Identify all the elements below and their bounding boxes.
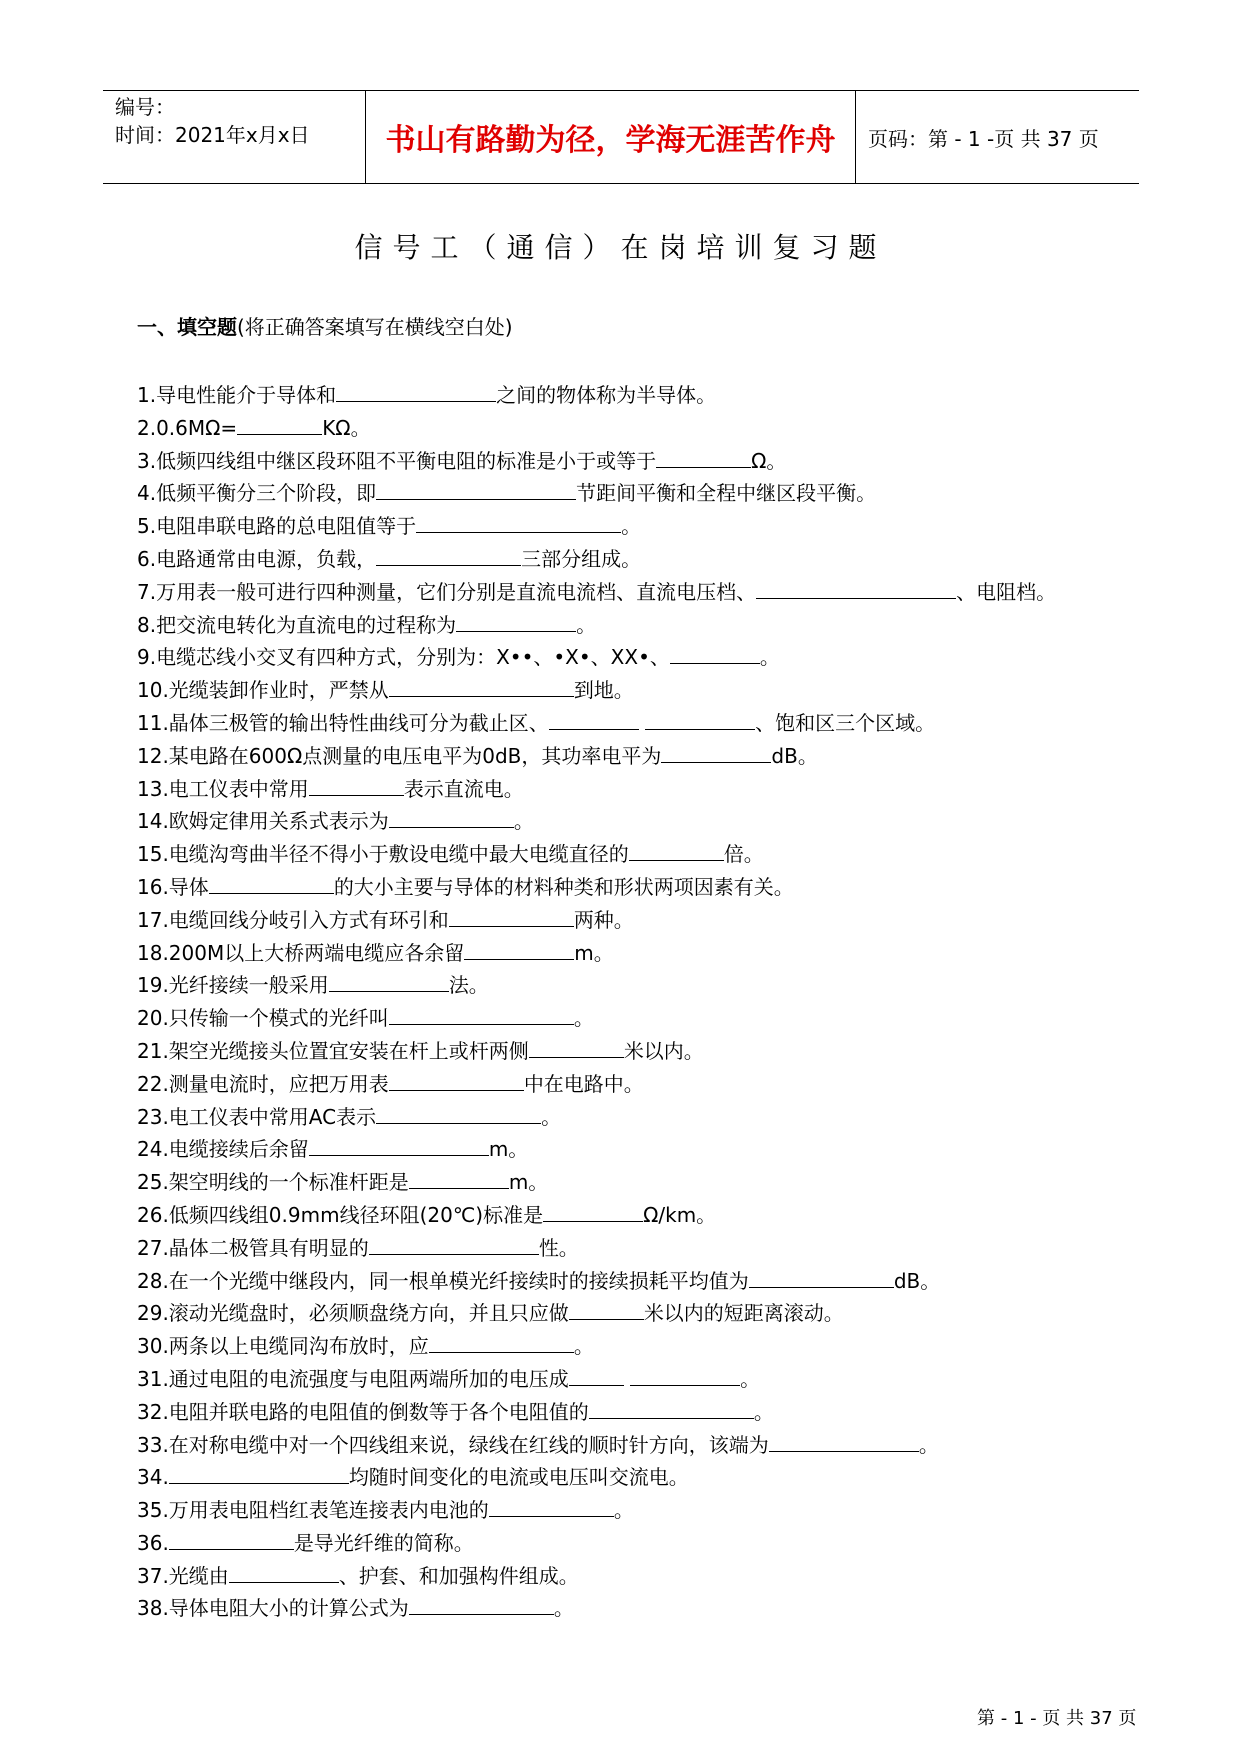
question-text: 法。 [448,973,489,998]
question-item [137,838,1147,871]
question-text: 米以内的短距离滚动。 [643,1301,844,1326]
answer-blank[interactable] [756,576,956,599]
question-text: dB。 [771,743,818,768]
answer-blank[interactable] [336,379,496,402]
answer-blank[interactable] [409,1592,554,1615]
answer-blank[interactable] [376,1101,541,1124]
question-item [137,1002,1147,1035]
question-text: 。 [573,1006,594,1031]
question-item [137,609,1147,642]
code-label: 编号： [115,95,175,119]
question-item [137,740,1147,773]
question-text: 1.导电性能介于导体和 [137,383,337,407]
answer-blank[interactable] [630,1363,740,1386]
question-item [137,510,1147,543]
answer-blank[interactable] [670,641,760,664]
question-text: m。 [488,1137,529,1162]
answer-blank[interactable] [229,1560,339,1583]
page-info: 页码：第 - 1 -页 共 37 页 [868,126,1099,151]
question-item [137,969,1147,1002]
answer-blank[interactable] [389,1068,524,1091]
answer-blank[interactable] [489,1494,614,1517]
answer-blank[interactable] [389,805,514,828]
answer-blank[interactable] [309,773,404,796]
answer-blank[interactable] [369,1232,539,1255]
question-item [137,445,1147,478]
question-text: 6.电路通常由电源，负载， [137,546,377,571]
question-item [137,937,1147,970]
answer-blank[interactable] [389,674,574,697]
question-text: 。 [541,1104,562,1129]
answer-blank[interactable] [656,445,751,468]
question-text: 。 [576,612,597,637]
answer-blank[interactable] [329,969,449,992]
answer-blank[interactable] [449,904,574,927]
question-text: 2.0.6MΩ= [137,415,238,440]
question-item [137,641,1147,674]
question-item [137,674,1147,707]
question-item [137,477,1147,510]
question-text: 22.测量电流时，应把万用表 [137,1071,389,1096]
answer-blank[interactable] [543,1199,643,1222]
question-text: 15.电缆沟弯曲半径不得小于敷设电缆中最大电缆直径的 [137,842,629,867]
question-item [137,1396,1147,1429]
question-text: 9.电缆芯线小交叉有四种方式，分别为：X••、•X•、XX•、 [137,645,670,670]
question-text: 。 [513,809,534,834]
answer-blank[interactable] [169,1461,349,1484]
question-text: 30.两条以上电缆同沟布放时，应 [137,1334,429,1359]
answer-blank[interactable] [769,1429,919,1452]
question-item [137,1068,1147,1101]
motto-text: 书山有路勤为径，学海无涯苦作舟 [385,123,836,158]
question-text: 14.欧姆定律用关系式表示为 [137,809,389,834]
question-item [137,1133,1147,1166]
answer-blank[interactable] [409,1166,509,1189]
question-item [137,1494,1147,1527]
question-text: 米以内。 [623,1038,704,1063]
question-text: 两种。 [573,907,634,932]
question-text: 11.晶体三极管的输出特性曲线可分为截止区、 [137,710,549,735]
question-text: m。 [508,1170,549,1195]
question-text: 35.万用表电阻档红表笔连接表内电池的 [137,1498,489,1523]
answer-blank[interactable] [645,707,755,730]
header-motto-cell [366,91,856,183]
question-text: 、电阻档。 [956,579,1057,604]
question-list [137,379,1147,1625]
question-item [137,1592,1147,1625]
page-footer: 第 - 1 - 页 共 37 页 [977,1708,1137,1729]
question-text: 。 [621,514,642,539]
header-info-cell [103,91,366,183]
question-text: dB。 [893,1268,941,1293]
question-item [137,1527,1147,1560]
question-item [137,1035,1147,1068]
question-text: 倍。 [723,842,764,867]
header-page-cell [856,91,1139,183]
answer-blank[interactable] [629,838,724,861]
question-text: 26.低频四线组0.9mm线径环阻(20℃)标准是 [137,1202,544,1227]
question-item [137,1101,1147,1134]
question-text: 4.低频平衡分三个阶段，即 [137,481,377,506]
question-text: 20.只传输一个模式的光纤叫 [137,1006,389,1031]
section-note: (将正确答案填写在横线空白处) [237,315,513,339]
question-item [137,904,1147,937]
question-text: 8.把交流电转化为直流电的过程称为 [137,612,457,637]
question-item [137,707,1147,740]
question-item [137,1297,1147,1330]
question-text: 31.通过电阻的电流强度与电阻两端所加的电压成 [137,1366,569,1391]
question-item [137,1232,1147,1265]
question-text: 13.电工仪表中常用 [137,776,309,801]
question-item [137,412,1147,445]
question-text: 32.电阻并联电路的电阻值的倒数等于各个电阻值的 [137,1399,589,1424]
question-item [137,1363,1147,1396]
question-text: 。 [613,1498,634,1523]
answer-blank[interactable] [416,510,621,533]
question-text: 17.电缆回线分岐引入方式有环引和 [137,907,449,932]
question-text: 12.某电路在600Ω点测量的电压电平为0dB，其功率电平为 [137,743,662,768]
question-text: 、饱和区三个区域。 [755,710,936,735]
question-item [137,871,1147,904]
question-text: 38.导体电阻大小的计算公式为 [137,1596,409,1621]
answer-blank[interactable] [549,707,639,730]
question-text: 。 [553,1596,574,1621]
question-text: 18.200M以上大桥两端电缆应各余留 [137,940,465,965]
question-text: 5.电阻串联电路的总电阻值等于 [137,514,417,539]
question-text: 节距间平衡和全程中继区段平衡。 [576,481,877,506]
question-text: Ω/km。 [643,1202,717,1227]
question-text: 、护套、和加强构件组成。 [338,1563,579,1588]
question-item [137,1199,1147,1232]
question-text: 16.导体 [137,874,209,899]
question-text: 。 [918,1432,939,1457]
question-text: 27.晶体二极管具有明显的 [137,1235,369,1260]
question-text: 25.架空明线的一个标准杆距是 [137,1170,409,1195]
question-item [137,379,1147,412]
question-item [137,543,1147,576]
question-item [137,773,1147,806]
question-text: 。 [740,1366,761,1391]
answer-blank[interactable] [464,937,574,960]
answer-blank[interactable] [209,871,334,894]
question-text: 。 [759,645,780,670]
question-text: 3.低频四线组中继区段环阻不平衡电阻的标准是小于或等于 [137,448,657,473]
question-text: 。 [573,1334,594,1359]
time-label: 时间：2021年x月x日 [115,123,310,147]
question-text: 均随时间变化的电流或电压叫交流电。 [348,1465,689,1490]
question-text: 21.架空光缆接头位置宜安装在杆上或杆两侧 [137,1038,529,1063]
question-text: 之间的物体称为半导体。 [496,383,717,407]
question-text: 表示直流电。 [403,776,524,801]
question-text: 到地。 [573,678,634,703]
answer-blank[interactable] [661,740,771,763]
answer-blank[interactable] [169,1527,294,1550]
question-item [137,1461,1147,1494]
question-item [137,1429,1147,1462]
document-header [103,90,1139,184]
question-text: 33.在对称电缆中对一个四线组来说，绿线在红线的顺时针方向，该端为 [137,1432,769,1457]
question-item [137,1560,1147,1593]
question-text: 10.光缆装卸作业时，严禁从 [137,678,389,703]
answer-blank[interactable] [376,543,521,566]
question-text: 34. [137,1465,169,1490]
section-title: 一、填空题 [137,315,237,339]
question-text: 24.电缆接续后余留 [137,1137,309,1162]
question-item [137,1265,1147,1298]
question-text: 28.在一个光缆中继段内，同一根单模光纤接续时的接续损耗平均值为 [137,1268,749,1293]
question-text: 7.万用表一般可进行四种测量，它们分别是直流电流档、直流电压档、 [137,579,757,604]
answer-blank[interactable] [589,1396,754,1419]
question-text: 三部分组成。 [521,546,642,571]
answer-blank[interactable] [569,1297,644,1320]
answer-blank[interactable] [456,609,576,632]
answer-blank[interactable] [569,1363,624,1386]
question-text: 。 [753,1399,774,1424]
question-item [137,805,1147,838]
question-item [137,1330,1147,1363]
question-text: 29.滚动光缆盘时，必须顺盘绕方向，并且只应做 [137,1301,569,1326]
section-heading [137,311,513,340]
answer-blank[interactable] [529,1035,624,1058]
answer-blank[interactable] [749,1265,894,1288]
question-text: 23.电工仪表中常用AC表示 [137,1104,377,1129]
question-text: 37.光缆由 [137,1563,229,1588]
answer-blank[interactable] [429,1330,574,1353]
answer-blank[interactable] [389,1002,574,1025]
question-text: m。 [574,940,614,965]
question-text: 36. [137,1530,169,1555]
question-text: KΩ。 [322,415,371,440]
question-item [137,1166,1147,1199]
answer-blank[interactable] [309,1133,489,1156]
answer-blank[interactable] [237,412,322,435]
question-text: 19.光纤接续一般采用 [137,973,329,998]
question-item [137,576,1147,609]
question-text: 性。 [538,1235,579,1260]
question-text: 中在电路中。 [523,1071,644,1096]
answer-blank[interactable] [376,477,576,500]
question-text: Ω。 [751,448,787,473]
page-title: 信号工（通信）在岗培训复习题 [354,231,887,264]
question-text: 的大小主要与导体的材料种类和形状两项因素有关。 [333,874,794,899]
question-text: 是导光纤维的简称。 [293,1530,474,1555]
